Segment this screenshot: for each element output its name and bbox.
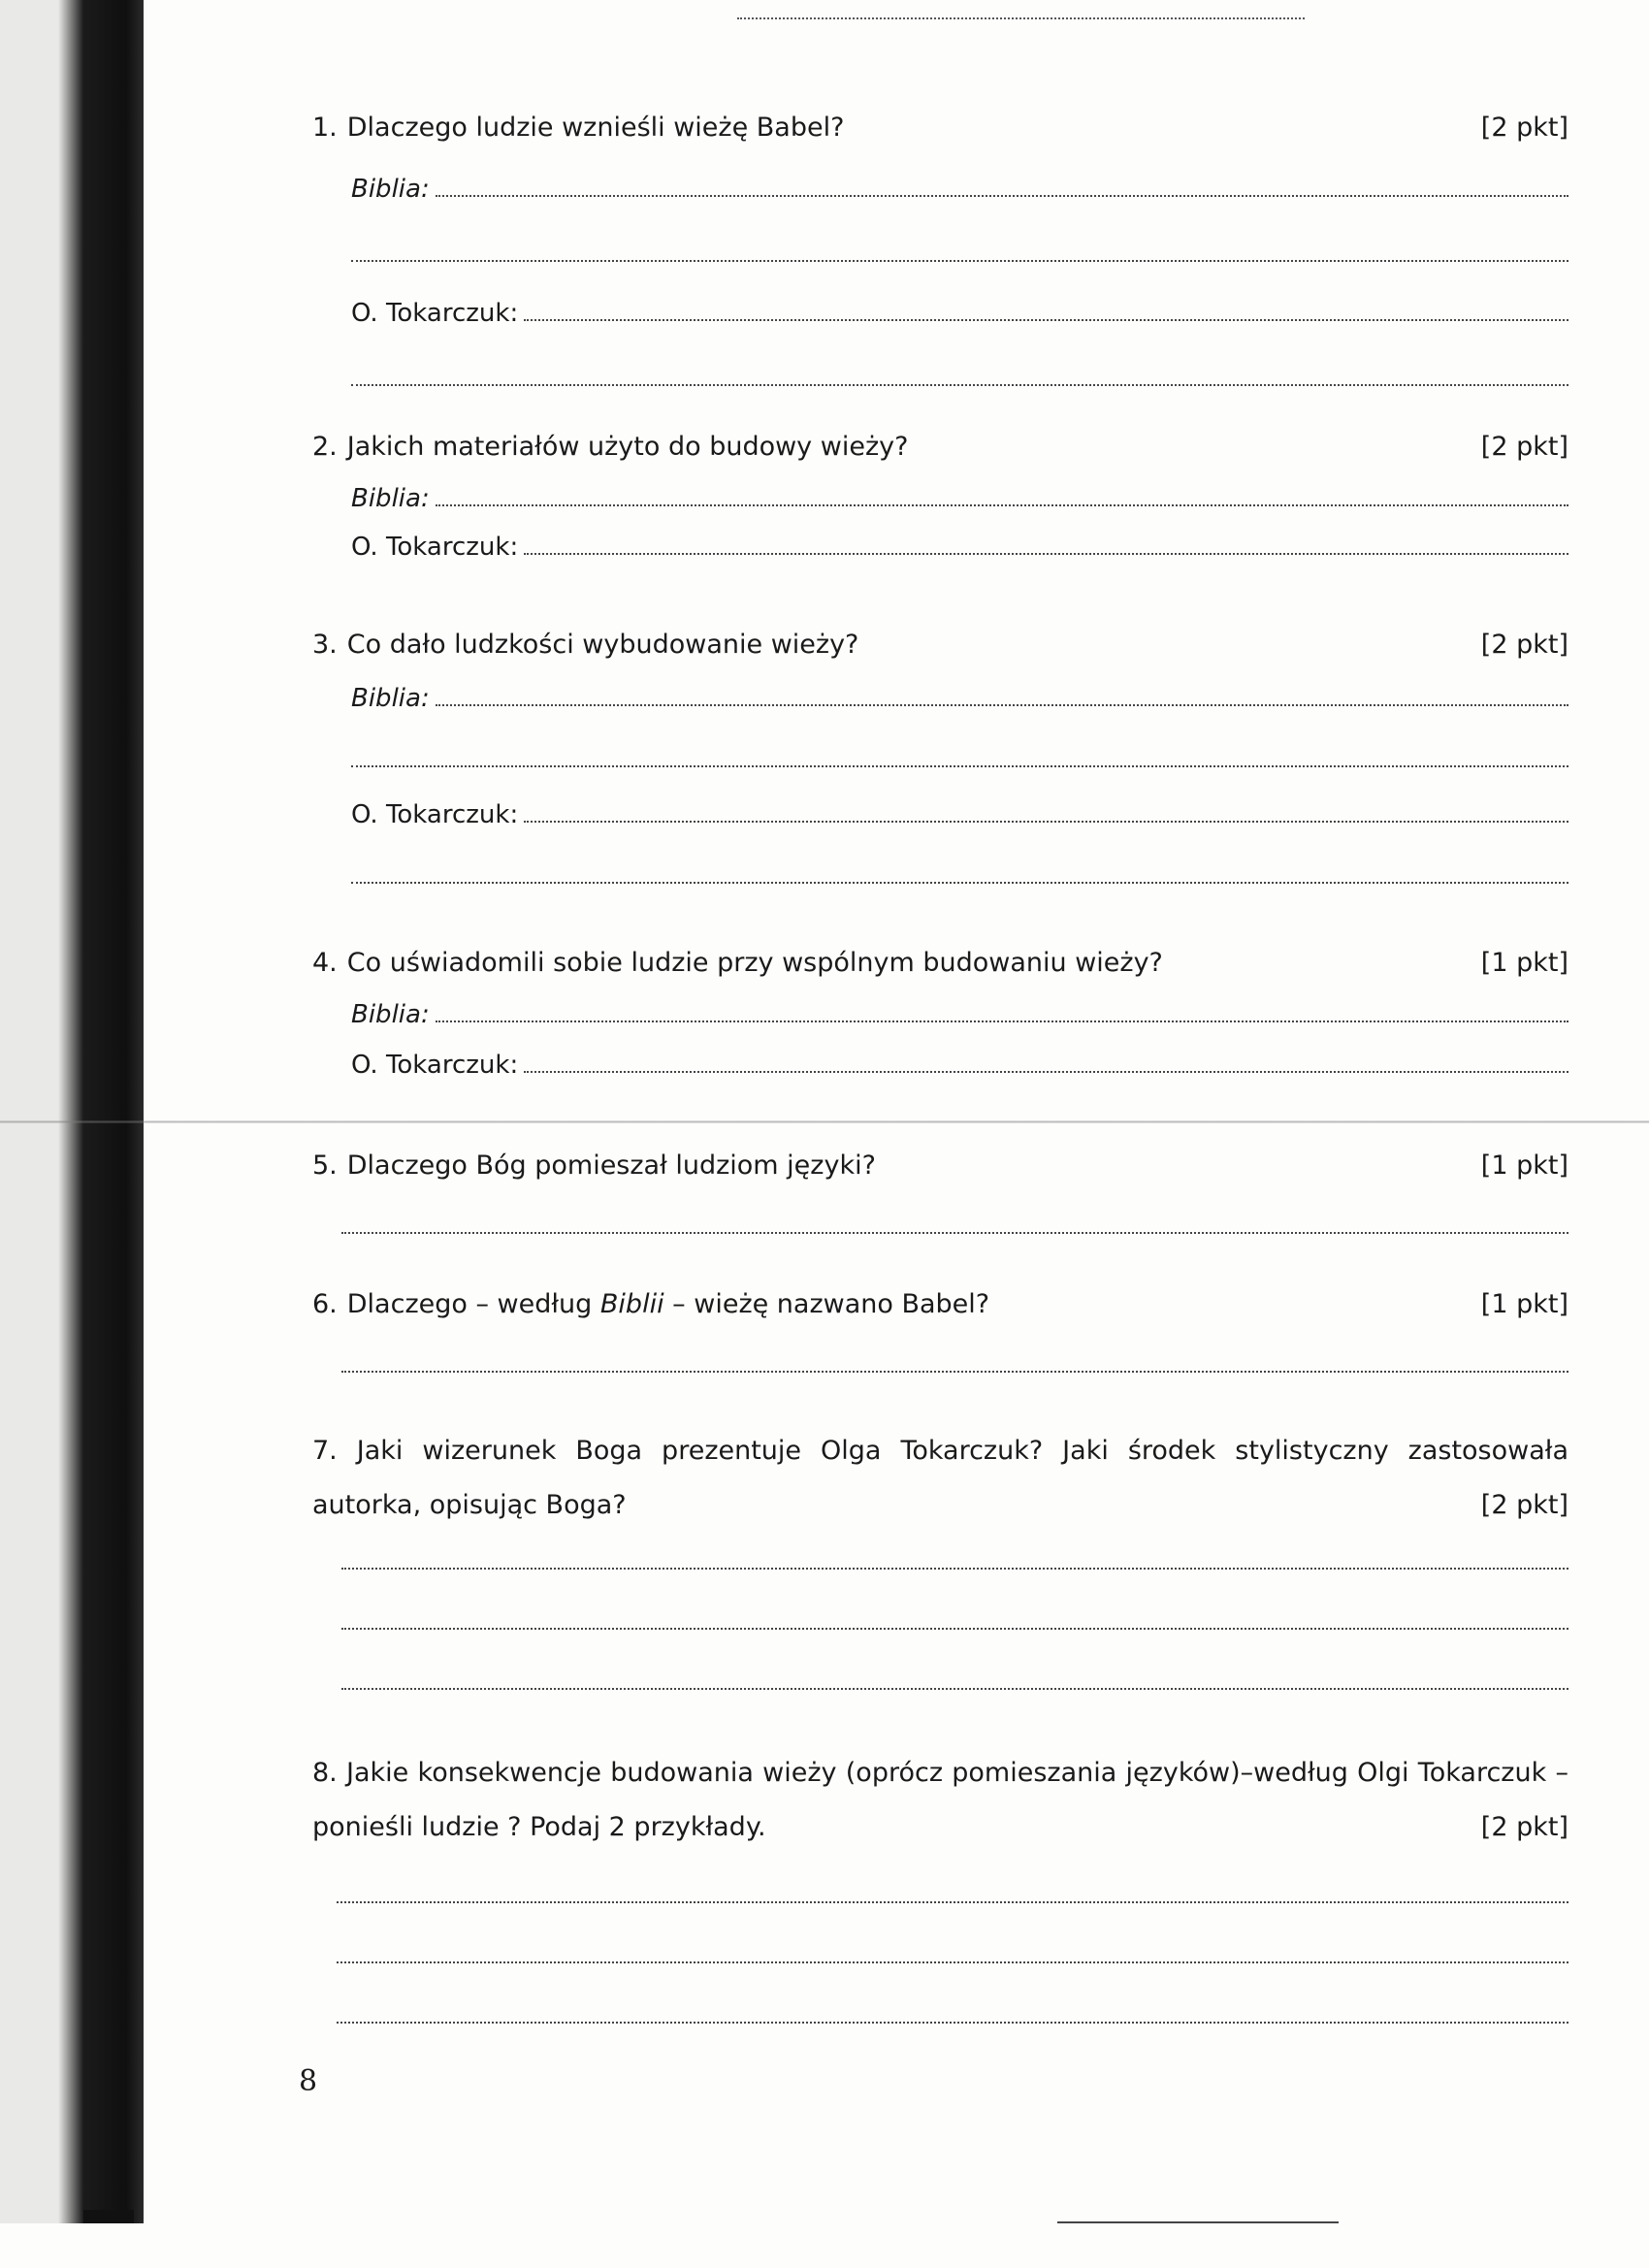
question-text: Dlaczego ludzie wznieśli wieżę Babel? xyxy=(346,113,845,143)
answer-line[interactable] xyxy=(341,1568,1568,1570)
question-5 xyxy=(312,1147,1568,1234)
question-text: Jakie konsekwencje budowania wieży (oprócz pomieszania języków)–według Olgi Tokarczuk – ponieśli ludzie ? Podaj 2 przykłady. xyxy=(312,1758,1568,1842)
answer-line[interactable] xyxy=(351,384,1568,386)
question-number: 4. xyxy=(312,948,338,978)
question-number: 2. xyxy=(312,432,338,462)
question-4-header xyxy=(312,944,1568,983)
answer-label-biblia: Biblia: xyxy=(351,684,430,713)
answer-tokarczuk[interactable] xyxy=(351,800,1568,829)
question-text: Jaki wizerunek Boga prezentuje Olga Tokarczuk? Jaki środek stylistyczny zastosowała autorka, opisując Boga? xyxy=(312,1436,1568,1520)
question-number: 6. xyxy=(312,1289,338,1319)
answer-tokarczuk[interactable] xyxy=(351,533,1568,562)
bottom-rule xyxy=(1057,2221,1339,2223)
answer-line[interactable] xyxy=(524,1071,1568,1073)
answer-line[interactable] xyxy=(341,1688,1568,1690)
answer-label-biblia: Biblia: xyxy=(351,484,430,513)
answer-biblia[interactable] xyxy=(351,684,1568,713)
page-number: 8 xyxy=(299,2064,318,2098)
question-number: 8. xyxy=(312,1758,338,1788)
answer-line[interactable] xyxy=(337,1901,1568,1903)
answer-line[interactable] xyxy=(436,195,1568,197)
answer-label-biblia: Biblia: xyxy=(351,1000,430,1029)
question-7 xyxy=(312,1424,1568,1690)
answer-biblia[interactable] xyxy=(351,1000,1568,1029)
question-8-header xyxy=(312,1746,1568,1855)
answer-line[interactable] xyxy=(524,553,1568,555)
question-text: Co uświadomili sobie ludzie przy wspólnym budowaniu wieży? xyxy=(346,948,1163,978)
answer-line[interactable] xyxy=(436,704,1568,706)
answer-label-tokarczuk: O. Tokarczuk: xyxy=(351,299,519,328)
answer-line[interactable] xyxy=(351,260,1568,262)
question-6 xyxy=(312,1285,1568,1373)
question-5-header xyxy=(312,1147,1568,1185)
answer-biblia[interactable] xyxy=(351,484,1568,513)
answer-tokarczuk[interactable] xyxy=(351,1051,1568,1080)
question-6-header xyxy=(312,1285,1568,1324)
answer-line[interactable] xyxy=(351,882,1568,884)
question-text-italic: Biblii xyxy=(599,1289,664,1319)
points-badge: [1 pkt] xyxy=(1480,1289,1568,1319)
question-text: Jakich materiałów użyto do budowy wieży? xyxy=(346,432,909,462)
answer-line[interactable] xyxy=(341,1628,1568,1630)
points-badge: [1 pkt] xyxy=(1480,1150,1568,1181)
answer-line[interactable] xyxy=(337,1961,1568,1963)
question-2 xyxy=(312,428,1568,562)
answer-line[interactable] xyxy=(341,1371,1568,1373)
answer-tokarczuk[interactable] xyxy=(351,299,1568,328)
scan-binding-shadow xyxy=(0,0,144,2223)
question-number: 1. xyxy=(312,113,338,143)
points-badge: [2 pkt] xyxy=(1480,432,1568,462)
question-text: Dlaczego – według xyxy=(346,1289,600,1319)
answer-line[interactable] xyxy=(341,1232,1568,1234)
points-badge: [2 pkt] xyxy=(1480,113,1568,143)
question-3 xyxy=(312,626,1568,884)
points-badge: [2 pkt] xyxy=(1480,630,1568,660)
answer-line[interactable] xyxy=(436,504,1568,506)
question-8 xyxy=(312,1746,1568,2024)
question-7-header xyxy=(312,1424,1568,1533)
question-number: 7. xyxy=(312,1436,338,1466)
question-4 xyxy=(312,944,1568,1080)
question-text: – wieżę nazwano Babel? xyxy=(663,1289,990,1319)
answer-line[interactable] xyxy=(524,821,1568,823)
question-text: Co dało ludzkości wybudowanie wieży? xyxy=(346,630,859,660)
answer-line[interactable] xyxy=(351,765,1568,767)
points-badge: [1 pkt] xyxy=(1480,948,1568,978)
question-1-header xyxy=(312,109,1568,147)
question-text: Dlaczego Bóg pomieszał ludziom języki? xyxy=(346,1150,876,1181)
question-2-header xyxy=(312,428,1568,467)
answer-line[interactable] xyxy=(436,1021,1568,1022)
paper-fold-line xyxy=(0,1120,1649,1123)
question-1 xyxy=(312,109,1568,386)
answer-line[interactable] xyxy=(337,2022,1568,2024)
points-badge: [2 pkt] xyxy=(1480,1812,1568,1842)
answer-label-biblia: Biblia: xyxy=(351,175,430,204)
question-3-header xyxy=(312,626,1568,664)
answer-biblia[interactable] xyxy=(351,175,1568,204)
answer-label-tokarczuk: O. Tokarczuk: xyxy=(351,800,519,829)
answer-label-tokarczuk: O. Tokarczuk: xyxy=(351,533,519,562)
answer-line[interactable] xyxy=(524,319,1568,321)
question-number: 3. xyxy=(312,630,338,660)
points-badge: [2 pkt] xyxy=(1480,1490,1568,1520)
answer-label-tokarczuk: O. Tokarczuk: xyxy=(351,1051,519,1080)
question-number: 5. xyxy=(312,1150,338,1181)
scan-binding-foot xyxy=(83,2210,134,2223)
top-answer-line xyxy=(737,17,1305,19)
